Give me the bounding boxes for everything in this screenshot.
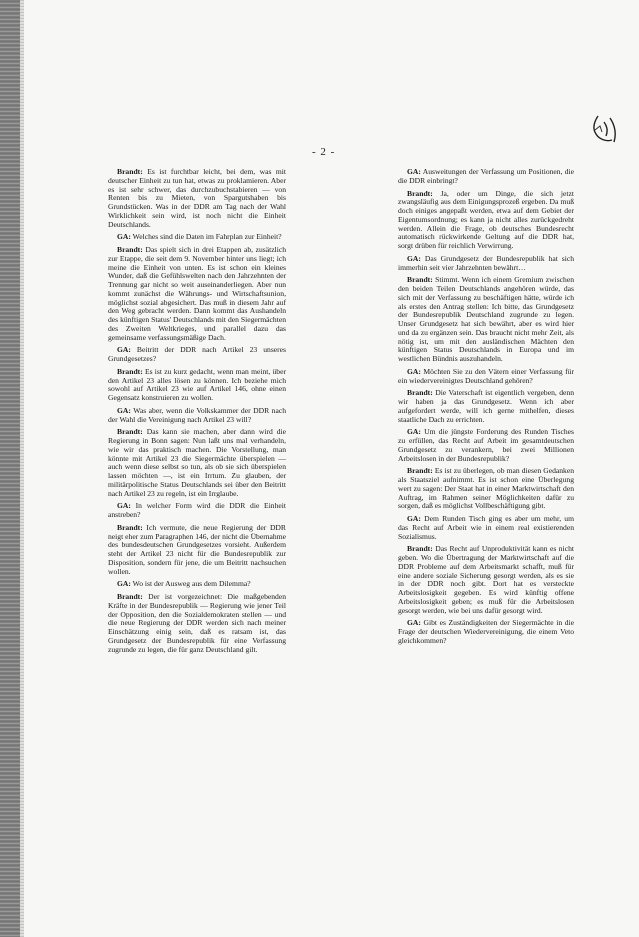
speaker-label: Brandt: — [117, 245, 143, 254]
scan-edge-shadow — [20, 0, 24, 937]
paragraph — [398, 428, 574, 463]
speaker-label: Brandt: — [117, 427, 143, 437]
paragraph-text: Es ist zu kurz gedacht, wenn man meint, über den Artikel 23 alles lösen zu können. Ich beziehe mich sowohl auf Artikel 23 wie auf Artikel 146, ohne einen Gegensatz konstruieren zu wollen. — [108, 366, 286, 402]
speaker-label: GA: — [407, 514, 421, 523]
speaker-label: Brandt: — [407, 388, 433, 398]
paragraph — [398, 515, 574, 541]
speaker-label: GA: — [117, 345, 131, 355]
paragraph-text: Stimmt. Wenn ich einem Gremium zwischen den beiden Teilen Deutschlands angehören würde, das sich mit der Verfassung zu beschäftigen hätte, würde ich als erstes den Antrag stellen: Ich bitte, das Grundgesetz der Bundesrepublik Deutschland zugrunde zu legen. Unser Grundgesetz hat sich bewährt, aber es wird hier und da zu ergänzen sein. Das braucht nicht mehr Zeit, als nötig ist, um mit den ausländischen Mächten den künftigen Status Deutschlands in Europa und im westlichen Bündnis auszuhandeln. — [398, 275, 574, 363]
paragraph-text: In welcher Form wird die DDR die Einheit anstreben? — [108, 501, 286, 519]
scan-edge-noise — [0, 0, 20, 937]
paragraph — [398, 368, 574, 386]
paragraph-text: Um die jüngste Forderung des Runden Tisches zu erfüllen, das Recht auf Arbeit im gesamtdeutschen Grundgesetz zu verankern, bei zwei Millionen Arbeitslosen in der Bundesrepublik? — [398, 427, 574, 463]
left-column — [108, 168, 286, 658]
paragraph-text: Ich vermute, die neue Regierung der DDR neigt eher zum Paragraphen 146, der nicht die Übernahme des bundesdeutschen Grundgesetzes vorsieht. Außerdem steht der Artikel 23 nicht für die Bundesrepublik zur Disposition, sondern für jene, die um Beitritt nachsuchen wollen. — [108, 522, 286, 576]
paragraph-text: Ja, oder um Dinge, die sich jetzt zwangsläufig aus dem Einigungsprozeß ergeben. Da muß doch einiges angepaßt werden, etwa auf dem Gebiet der Eigentumsordnung; es kann ja nicht alles zurückgedreht werden. Allein die Frage, ob deutsches Bundesrecht automatisch rückwirkende Geltung auf die DDR hat, sorgt drüben für reichlich Verwirrung. — [398, 188, 574, 250]
paragraph-text: Die Vaterschaft ist eigentlich vergeben, denn wir haben ja das Grundgesetz. Wenn ich aber aufgefordert werde, will ich gerne mithelfen, dieses staatliche Dach zu errichten. — [398, 388, 574, 424]
speaker-label: Brandt: — [117, 167, 143, 176]
paragraph-text: Es ist furchtbar leicht, bei dem, was mit deutscher Einheit zu tun hat, etwas zu proklamieren. Aber es ist sehr schwer, das durchzubuchstabieren — von Renten bis zu Mieten, von Spargutshaben bis Grundstücken. Was in der DDR am Tag nach der Wahl Wirklichkeit sein wird, ist noch nicht die Einheit Deutschlands. — [108, 167, 286, 229]
paragraph — [108, 246, 286, 342]
paragraph — [108, 407, 286, 425]
paragraph-text: Ausweitungen der Verfassung um Positionen, die die DDR einbringt? — [398, 167, 574, 185]
speaker-label: Brandt: — [117, 522, 143, 532]
paragraph-text: Das Recht auf Unproduktivität kann es nicht geben. Wo die Übertragung der Marktwirtschaft auf die DDR Probleme auf dem Arbeitsmarkt schafft, muß für eine andere soziale Sicherung gesorgt werden, als es sie in der DDR noch gibt. Dort hat es versteckte Arbeitslosigkeit gegeben. Es wird künftig offene Arbeitslosigkeit geben; es muß für die Arbeitslosen gesorgt werden, wie bei uns dafür gesorgt wird. — [398, 544, 574, 615]
paragraph — [108, 593, 286, 654]
paragraph-text: Was aber, wenn die Volkskammer der DDR nach der Wahl die Vereinigung nach Artikel 23 will? — [108, 405, 286, 424]
paragraph-text: Wo ist der Ausweg aus dem Dilemma? — [130, 579, 251, 589]
paragraph — [398, 545, 574, 615]
paragraph — [108, 428, 286, 498]
paragraph — [398, 276, 574, 364]
speaker-label: GA: — [407, 427, 421, 437]
speaker-label: Brandt: — [407, 188, 433, 198]
right-column — [398, 168, 574, 650]
speaker-label: GA: — [407, 253, 421, 263]
paragraph-text: Welches sind die Daten im Fahrplan zur Einheit? — [130, 232, 282, 242]
paragraph-text: Der ist vorgezeichnet: Die maßgebenden Kräfte in der Bundesrepublik — Regierung wie jener Teil der Opposition, den die Sozialdemokraten stellen — und die neue Regierung der DDR werden sich nach meiner Einschätzung einig sein, daß es ratsam ist, das Grundgesetz der Bundesrepublik für eine Verfassung zugrunde zu legen, die für ganz Deutschland gilt. — [108, 592, 286, 654]
paragraph — [398, 389, 574, 424]
speaker-label: GA: — [407, 167, 421, 176]
speaker-label: Brandt: — [407, 275, 433, 285]
paragraph — [398, 619, 574, 645]
paragraph-text: Das Grundgesetz der Bundesrepublik hat sich immerhin seit vier Jahrzehnten bewährt… — [398, 253, 574, 272]
paragraph — [108, 368, 286, 403]
speaker-label: GA: — [407, 618, 421, 628]
handwritten-mark-icon — [590, 112, 620, 148]
paragraph-text: Gibt es Zuständigkeiten der Siegermächte in die Frage der deutschen Wiedervereinigung, die einem Veto gleichkommen? — [398, 618, 574, 645]
paragraph — [108, 524, 286, 577]
speaker-label: GA: — [407, 366, 421, 376]
paragraph — [398, 467, 574, 511]
paragraph — [108, 580, 286, 589]
speaker-label: GA: — [117, 232, 131, 242]
paragraph — [108, 233, 286, 242]
speaker-label: Brandt: — [117, 592, 143, 601]
paragraph — [108, 502, 286, 520]
speaker-label: Brandt: — [117, 366, 143, 376]
speaker-label: GA: — [117, 405, 131, 415]
page-number: - 2 - — [312, 146, 336, 158]
paragraph — [398, 168, 574, 186]
speaker-label: Brandt: — [407, 544, 433, 554]
paragraph — [108, 346, 286, 364]
paragraph-text: Beitritt der DDR nach Artikel 23 unseres Grundgesetzes? — [108, 345, 286, 363]
paragraph-text: Das kann sie machen, aber dann wird die Regierung in Bonn sagen: Nun laßt uns mal verhandeln, wie wir das praktisch machen. Die Vorstellung, man könnte mit Artikel 23 die Siegermächte überspielen — auch wenn diese selbst so tun, als ob sie sich überspielen lassen möchten —, ist ein Irrtum. Zu glauben, der militärpolitische Status Deutschlands sei über den Beitritt nach Artikel 23 zu regeln, ist ein Irrglaube. — [108, 427, 286, 498]
paragraph — [398, 190, 574, 251]
paragraph-text: Das spielt sich in drei Etappen ab, zusätzlich zur Etappe, die seit dem 9. November hinter uns liegt; ich meine die Einheit von unten. Es ist schon ein kleines Wunder, daß die Gefühlswelten nach den Jahrzehnten der Trennung gar nicht so weit auseinanderliegen. Aber nun kommt zunächst die Währungs- und Wirtschaftsunion, möglichst sozial abgesichert. Das muß in diesem Jahr auf den Weg gebracht werden. Dann kommt das Aushandeln des künftigen Status' Deutschlands mit den Siegermächten des Zweiten Weltkrieges, und parallel dazu das gemeinsame verfassungsmäßige Dach. — [108, 245, 286, 342]
paragraph — [108, 168, 286, 229]
paragraph — [398, 255, 574, 273]
paragraph-text: Es ist zu überlegen, ob man diesen Gedanken als Staatsziel aufnimmt. Es ist schon eine Überlegung wert zu sagen: Der Staat hat in einer Marktwirtschaft den Auftrag, im Rahmen seiner Möglichkeiten dafür zu sorgen, daß es möglichst Vollbeschäftigung gibt. — [398, 466, 574, 511]
paragraph-text: Dem Runden Tisch ging es aber um mehr, um das Recht auf Arbeit wie in einem real existierenden Sozialismus. — [398, 514, 574, 541]
paragraph-text: Möchten Sie zu den Vätern einer Verfassung für ein wiedervereinigtes Deutschland gehören? — [398, 366, 574, 385]
speaker-label: GA: — [117, 579, 131, 589]
speaker-label: GA: — [117, 501, 131, 511]
speaker-label: Brandt: — [407, 466, 433, 476]
